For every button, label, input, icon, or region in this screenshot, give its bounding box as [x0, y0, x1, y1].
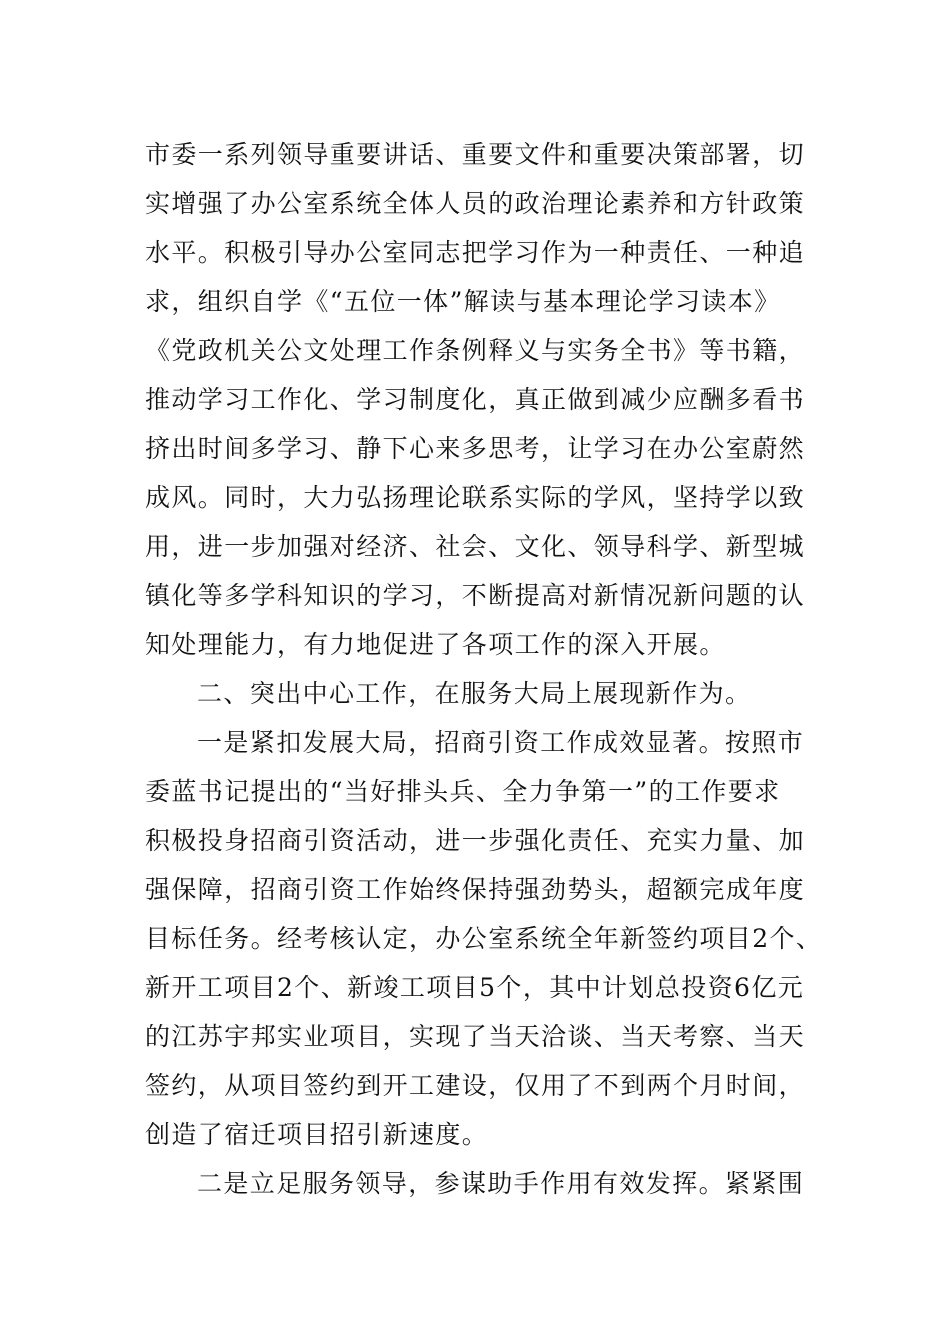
- text-line: 签约，从项目签约到开工建设，仅用了不到两个月时间，: [145, 1071, 806, 1100]
- text-line: 新开工项目2个、新竣工项目5个，其中计划总投资6亿元: [145, 973, 805, 1002]
- text-line: 目标任务。经考核认定，办公室系统全年新签约项目2个、: [145, 924, 823, 953]
- paragraph-start-line: 一是紧扣发展大局，招商引资工作成效显著。按照市: [197, 728, 805, 757]
- text-line: 市委一系列领导重要讲话、重要文件和重要决策部署，切: [145, 140, 806, 169]
- text-line: 推动学习工作化、学习制度化，真正做到减少应酬多看书: [145, 385, 806, 414]
- text-line: 用，进一步加强对经济、社会、文化、领导科学、新型城: [145, 532, 806, 561]
- text-line: 水平。积极引导办公室同志把学习作为一种责任、一种追: [145, 238, 806, 267]
- text-line: 的江苏宇邦实业项目，实现了当天洽谈、当天考察、当天: [145, 1022, 806, 1051]
- text-line: 创造了宿迁项目招引新速度。: [145, 1120, 489, 1149]
- text-line: 委蓝书记提出的“当好排头兵、全力争第一”的工作要求: [145, 777, 781, 806]
- paragraph-start-line: 二是立足服务领导，参谋助手作用有效发挥。紧紧围: [197, 1169, 805, 1198]
- text-line: 《党政机关公文处理工作条例释义与实务全书》等书籍，: [145, 336, 806, 365]
- text-line: 求，组织自学《“五位一体”解读与基本理论学习读本》: [145, 287, 781, 316]
- document-body: [145, 130, 825, 1208]
- text-line: 实增强了办公室系统全体人员的政治理论素养和方针政策: [145, 189, 806, 218]
- text-line: 知处理能力，有力地促进了各项工作的深入开展。: [145, 630, 726, 659]
- text-line: 挤出时间多学习、静下心来多思考，让学习在办公室蔚然: [145, 434, 806, 463]
- text-line: 成风。同时，大力弘扬理论联系实际的学风，坚持学以致: [145, 483, 806, 512]
- section-heading: 二、突出中心工作，在服务大局上展现新作为。: [197, 679, 752, 708]
- text-line: 镇化等多学科知识的学习，不断提高对新情况新问题的认: [145, 581, 806, 610]
- text-line: 强保障，招商引资工作始终保持强劲势头，超额完成年度: [145, 875, 806, 904]
- text-line: 积极投身招商引资活动，进一步强化责任、充实力量、加: [145, 826, 806, 855]
